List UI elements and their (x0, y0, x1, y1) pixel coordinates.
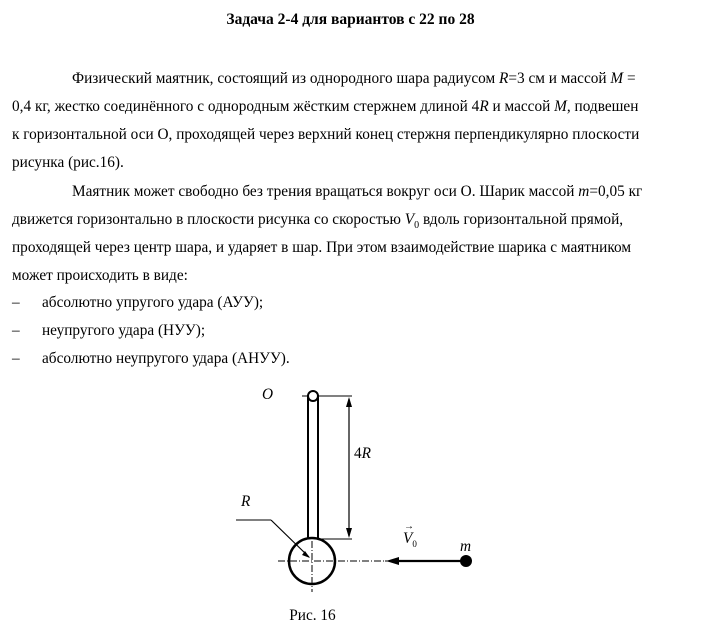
paragraph-2-line-2: движется горизонтально в плоскости рисунка со скоростью $V_0$ вдоль горизонтальной прямой, (12, 211, 624, 232)
task-title: Задача 2-4 для вариантов с 22 по 28 (226, 11, 475, 28)
rod (308, 396, 318, 540)
label-4R: 4R (354, 445, 372, 462)
paragraph-2-line-3: проходящей через центр шара, и ударяет в шар. При этом взаимодействие шарика с маятником (12, 239, 632, 256)
list-item: – абсолютно упругого удара (АУУ); (12, 294, 264, 311)
paragraph-1-line-4: рисунка (рис.16). (12, 154, 124, 171)
label-V0: → $V_0$ (403, 521, 417, 550)
label-R: R (241, 493, 251, 510)
list-item: – неупругого удара (НУУ); (12, 322, 206, 339)
paragraph-2-line-4: может происходить в виде: (12, 267, 188, 284)
small-ball-m (460, 555, 472, 567)
list-item: – абсолютно неупругого удара (АНУУ). (12, 350, 290, 367)
paragraph-2-line-1: Маятник может свободно без трения вращаться вокруг оси О. Шарик массой m=0,05 кг (72, 183, 643, 200)
paragraph-1-line-2: 0,4 кг, жестко соединённого с однородным жёстким стержнем длиной 4R и массой M, подвешен (12, 98, 639, 115)
paragraph-1-line-1: Физический маятник, состоящий из однородного шара радиусом R=3 см и массой M = (72, 70, 636, 87)
figure-caption: Рис. 16 (289, 607, 336, 624)
axis-O-pivot (308, 391, 318, 401)
paragraph-1-line-3: к горизонтальной оси О, проходящей через верхний конец стержня перпендикулярно плоскости (12, 126, 640, 143)
label-m: m (460, 538, 472, 555)
label-O: O (262, 386, 274, 403)
